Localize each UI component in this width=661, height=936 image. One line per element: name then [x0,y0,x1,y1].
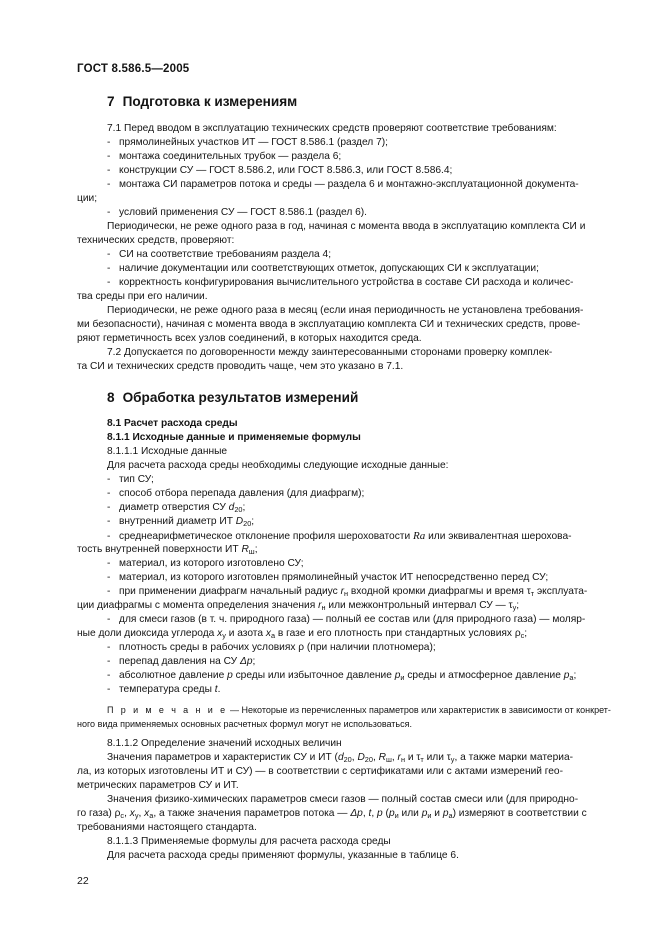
list-item-text: прямолинейных участков ИТ — ГОСТ 8.586.1 (раздел 7); [119,137,388,148]
list-item: - монтажа соединительных трубок — раздела 6; [107,151,342,162]
note-text: — Некоторые из перечисленных параметров или характеристик в зависимости от конкрет- [227,705,611,715]
symbol: p [442,808,449,819]
section-heading-8 [107,390,358,405]
subscript: 20 [343,755,352,764]
text-line [77,807,587,821]
text-line: ла, из которых изготовлены ИТ и СУ) — в соответствии с сертификатами или с актами измерений гео- [77,766,563,777]
text-line [107,751,573,765]
symbol: r [318,600,322,611]
list-item: - перепад давления на СУ Δp; [107,656,256,667]
symbol: τ [508,600,513,611]
subscript: т [420,755,424,764]
text-run: или межконтрольный интервал СУ — [325,600,509,611]
list-item-text: абсолютное давление [119,670,228,681]
list-item-text: входной кромки диафрагмы и время [348,586,527,597]
symbol: p [377,808,383,819]
text-line: технических средств, проверяют: [77,235,235,246]
subscript: 20 [234,505,243,514]
text-run: ; [254,544,258,555]
subscript: и [427,811,432,820]
text-line: ции; [77,193,98,204]
symbol: Δp [350,808,363,819]
list-item-text: конструкции СУ — ГОСТ 8.586.2, или ГОСТ 8.586.3, или ГОСТ 8.586.4; [119,165,453,176]
symbol: D [235,516,244,527]
subscript: а [569,673,574,682]
document-header: ГОСТ 8.586.5—2005 [77,63,190,75]
text-run: ции диафрагмы с момента определения значения [77,600,319,611]
subsection-heading: 8.1.1.1 Исходные данные [107,446,228,457]
text-run: и азота [225,628,266,639]
subscript: у [450,755,455,764]
list-item-text: способ отбора перепада давления (для диафрагм); [119,488,365,499]
subscript: а [149,811,154,820]
text-line: Значения физико-химических параметров смеси газов — полный состав смеси или (для природно- [107,794,579,805]
list-item: - температура среды t. [107,684,221,695]
list-item-text: внутренний диаметр ИТ [119,516,236,527]
symbol: p [563,670,570,681]
list-item: - для смеси газов (в т. ч. природного газа) — полный ее состав или (для природного газа) — моляр- [107,614,586,625]
page-number: 22 [77,875,89,887]
note-line: ного вида применяемых основных расчетных формул могут не использоваться. [77,719,412,729]
symbol: x [217,628,223,639]
symbol: ρ [298,642,305,653]
symbol: x [265,628,271,639]
list-item: - монтажа СИ параметров потока и среды — раздела 6 и монтажно-эксплуатационной документа- [107,179,579,190]
text-line: тва среды при его наличии. [77,291,208,302]
symbol: τ [416,752,421,763]
text-run: , а также значения параметров потока — [153,808,351,819]
list-item: - наличие документации или соответствующих отметок, допускающих СИ к эксплуатации; [107,263,539,274]
list-item-text: монтажа соединительных трубок — раздела 6; [119,151,342,162]
subscript: ш [248,547,255,556]
text-run: ; [516,600,520,611]
text-run: ) измеряют в соответствии с [452,808,587,819]
symbol: Ra [413,530,426,542]
list-item-text: среды или избыточное давление [232,670,395,681]
list-item: - среднеарифметическое отклонение профиля шероховатости Ra или эквивалентная шерохова- [107,530,572,542]
subscript: 20 [364,755,373,764]
text-run: Значения параметров и характеристик СУ и ИТ ( [107,752,338,763]
symbol: Δp [239,656,253,667]
section-number: 7 [107,94,115,109]
subscript: н [343,589,349,598]
text-line: метрических параметров СУ и ИТ. [77,780,239,791]
symbol: R [241,544,249,555]
list-item-text: плотность среды в рабочих условиях [119,642,299,653]
list-item: - конструкции СУ — ГОСТ 8.586.2, или ГОСТ 8.586.3, или ГОСТ 8.586.4; [107,165,453,176]
subscript: т [530,589,535,598]
text-line: 7.1 Перед вводом в эксплуатацию технических средств проверяют соответствие требованиям: [107,123,557,134]
list-item: - прямолинейных участков ИТ — ГОСТ 8.586.1 (раздел 7); [107,137,388,148]
subscript: и [400,673,405,682]
list-item-text: монтажа СИ параметров потока и среды — раздела 6 и монтажно-эксплуатационной документа- [119,179,579,190]
list-item: - материал, из которого изготовлено СУ; [107,558,304,569]
symbol: r [340,586,344,597]
symbol: t [214,684,218,695]
text-run: , [138,808,145,819]
subsection-heading: 8.1.1.2 Определение значений исходных величин [107,738,342,749]
list-item: - материал, из которого изготовлен прямолинейный участок ИТ непосредственно перед СУ; [107,572,549,583]
subscript: ш [385,755,392,764]
list-item: - абсолютное давление p среды или избыточное давление $p_и$ среды и атмосферное давление $p_а$; [107,670,577,682]
list-item-text: . [217,684,221,695]
subscript: и [394,811,399,820]
symbol: r [397,752,401,763]
subscript: н [400,755,406,764]
text-run: , [124,808,130,819]
list-item-text: тип СУ; [119,474,154,485]
text-line [77,627,527,641]
symbol: x [144,808,150,819]
symbol: p [227,670,233,681]
list-item-text: ; [573,670,577,681]
text-line [77,599,519,613]
symbol: d [228,502,235,513]
list-item-text: ; [252,656,256,667]
list-item-text: среднеарифметическое отклонение профиля шероховатости [119,531,413,542]
symbol: τ [446,752,451,763]
section-title: Обработка результатов измерений [122,390,359,405]
text-run: и [431,808,443,819]
text-line [77,543,258,557]
text-run: , [362,808,369,819]
list-item-text: корректность конфигурирования вычислительного устройства в составе СИ расхода и количес- [119,277,574,288]
list-item-text: среды и атмосферное давление [404,670,564,681]
symbol: D [357,752,365,763]
list-item-text: (при наличии плотномера); [304,642,436,653]
subscript: а [270,631,276,640]
text-line: ряют герметичность всех узлов соединений, в которых находится среда. [77,333,422,344]
text-line: Периодически, не реже одного раза в месяц (если иная периодичность не установлена требования- [107,305,584,316]
text-run: ( [382,808,389,819]
text-run: , [351,752,358,763]
list-item: - при применении диафрагм начальный радиус $r_н$ входной кромки диафрагмы и время $\tau_т$ эксплуата- [107,586,588,598]
section-title: Подготовка к измерениям [122,94,298,109]
text-run: ные доли диоксида углерода [77,628,218,639]
symbol: t [368,808,372,819]
note-line [107,703,611,717]
text-line: 7.2 Допускается по договоренности между заинтересованными сторонами проверку комплек- [107,347,553,358]
list-item-text: материал, из которого изготовлен прямолинейный участок ИТ непосредственно перед СУ; [119,572,549,583]
subsection-heading: 8.1.1 Исходные данные и применяемые формулы [107,432,361,443]
list-item-text: ; [242,502,246,513]
text-run: ; [524,628,528,639]
text-run: или [398,808,422,819]
text-line: та СИ и технических средств проводить чаще, чем это указано в 7.1. [77,361,404,372]
list-item: - тип СУ; [107,474,154,485]
list-item-text: ; [251,516,255,527]
list-item-text: наличие документации или соответствующих отметок, допускающих СИ к эксплуатации; [119,263,539,274]
symbol: p [394,670,401,681]
text-run: , [391,752,398,763]
subscript: 20 [243,519,252,528]
list-item-text: эксплуата- [534,586,588,597]
section-number: 8 [107,390,115,405]
list-item-text: для смеси газов (в т. ч. природного газа) — полный ее состав или (для природного газа) — моляр- [119,614,586,625]
text-run: в газе и его плотность при стандартных условиях [275,628,515,639]
text-run: , а также марки материа- [454,752,574,763]
text-run: , [372,752,379,763]
note-label: П р и м е ч а н и е [107,705,228,715]
symbol: p [421,808,428,819]
text-line: Для расчета расхода среды применяют формулы, указанные в таблице 6. [107,850,459,861]
list-item: - диаметр отверстия СУ $d_{20}$; [107,502,246,514]
text-run: тость внутренней поверхности ИТ [77,544,242,555]
section-heading-7 [107,94,297,109]
subsection-heading: 8.1 Расчет расхода среды [107,418,238,429]
subscript: с [120,811,125,820]
list-item: - СИ на соответствие требованиям раздела 4; [107,249,332,260]
list-item-text: диаметр отверстия СУ [119,502,229,513]
subsection-heading: 8.1.1.3 Применяемые формулы для расчета расхода среды [107,836,391,847]
subscript: у [222,631,226,640]
list-item: - способ отбора перепада давления (для диафрагм); [107,488,365,499]
subscript: с [520,631,525,640]
list-item-text: при применении диафрагм начальный радиус [119,586,341,597]
text-line: Периодически, не реже одного раза в год, начиная с момента ввода в эксплуатацию комплекта СИ и [107,221,586,232]
symbol: R [378,752,386,763]
list-item: - корректность конфигурирования вычислительного устройства в составе СИ расхода и количес- [107,277,574,288]
text-run: или [423,752,447,763]
subscript: у [512,603,517,612]
symbol: ρ [114,808,121,819]
text-line: Для расчета расхода среды необходимы следующие исходные данные: [107,460,449,471]
text-line: ми безопасности), начиная с момента ввода в эксплуатацию комплекта СИ и технических средств, прове- [77,319,581,330]
symbol: p [388,808,395,819]
list-item-text: перепад давления на СУ [119,656,240,667]
symbol: τ [526,586,531,597]
list-item-text: условий применения СУ — ГОСТ 8.586.1 (раздел 6). [119,207,368,218]
list-item: - условий применения СУ — ГОСТ 8.586.1 (раздел 6). [107,207,368,218]
list-item-text: СИ на соответствие требованиям раздела 4; [119,249,332,260]
symbol: x [129,808,135,819]
list-item-text: температура среды [119,684,215,695]
text-run: и [405,752,417,763]
subscript: а [448,811,453,820]
symbol: d [337,752,344,763]
text-line: требованиями настоящего стандарта. [77,822,257,833]
subscript: н [321,603,326,612]
list-item-text: материал, из которого изготовлено СУ; [119,558,304,569]
list-item: - плотность среды в рабочих условиях ρ (при наличии плотномера); [107,642,436,653]
text-run: го газа) [77,808,115,819]
subscript: у [134,811,139,820]
list-item-text: или эквивалентная шерохова- [425,531,572,542]
symbol: ρ [514,628,521,639]
list-item: - внутренний диаметр ИТ $D_{20}$; [107,516,255,528]
text-run: , [371,808,378,819]
